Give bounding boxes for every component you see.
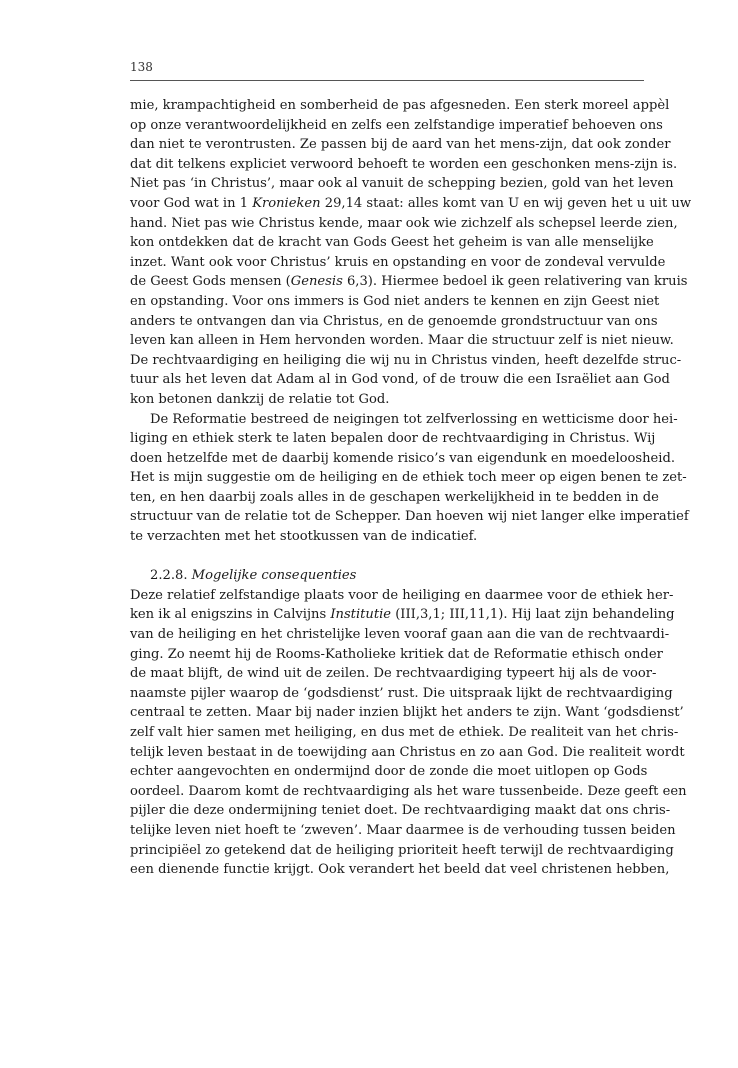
- section-gap: [130, 547, 644, 567]
- running-header: [130, 59, 644, 81]
- italic-citation: Institutie: [330, 607, 392, 623]
- text-line: De rechtvaardiging en heiliging die wij nu in Christus vinden, heeft dezelfde struc-: [130, 352, 682, 368]
- text-segment: (III,3,1; III,11,1). Hij laat zijn behandeling: [391, 607, 675, 623]
- text-segment: 29,14 staat: alles komt van U en wij geven het u uit uw: [320, 195, 692, 211]
- text-line: [130, 605, 675, 625]
- text-line: oordeel. Daarom komt de rechtvaardiging als het ware tussenbeide. Deze geeft een: [130, 783, 687, 799]
- text-line: dat dit telkens expliciet verwoord behoeft te worden een geschonken mens-zijn is.: [130, 156, 678, 172]
- text-line: kon betonen dankzij de relatie tot God.: [130, 391, 390, 407]
- text-line: naamste pijler waarop de ‘godsdienst’ rust. Die uitspraak lijkt de rechtvaardiging: [130, 685, 673, 701]
- text-line: te verzachten met het stootkussen van de indicatief.: [130, 529, 478, 545]
- text-line: van de heiliging en het christelijke leven vooraf gaan aan die van de rechtvaardi-: [130, 627, 670, 643]
- text-line: De Reformatie bestreed de neigingen tot zelfverlossing en wetticisme door hei-: [150, 411, 678, 427]
- text-line: op onze verantwoordelijkheid en zelfs een zelfstandige imperatief behoeven ons: [130, 117, 663, 133]
- text-line: centraal te zetten. Maar bij nader inzien blijkt het anders te zijn. Want ‘godsdienst’: [130, 705, 684, 721]
- italic-citation: Kronieken: [252, 195, 321, 211]
- text-segment: voor God wat in 1: [130, 195, 253, 211]
- page-number: 138: [130, 60, 153, 74]
- text-line: en opstanding. Voor ons immers is God niet anders te kennen en zijn Geest niet: [130, 293, 660, 309]
- text-line: telijk leven bestaat in de toewijding aan Christus en zo aan God. Die realiteit wordt: [130, 744, 685, 760]
- text-line: telijke leven niet hoeft te ‘zweven’. Maar daarmee is de verhouding tussen beiden: [130, 822, 676, 838]
- paragraph-3: [130, 586, 687, 880]
- text-line: Niet pas ‘in Christus’, maar ook al vanuit de schepping bezien, gold van het leven: [130, 176, 674, 192]
- text-line: Deze relatief zelfstandige plaats voor de heiliging en daarmee voor de ethiek her-: [130, 587, 674, 603]
- text-line: echter aangevochten en ondermijnd door de zonde die moet uitlopen op Gods: [130, 764, 648, 780]
- section-number: 2.2.8.: [150, 568, 188, 584]
- italic-citation: Genesis: [290, 274, 343, 290]
- text-line: inzet. Want ook voor Christus’ kruis en opstanding en voor de zondeval vervulde: [130, 254, 666, 270]
- text-line: zelf valt hier samen met heiliging, en dus met de ethiek. De realiteit van het chris-: [130, 725, 679, 740]
- text-line: liging en ethiek sterk te laten bepalen door de rechtvaardiging in Christus. Wij: [130, 431, 656, 447]
- text-line: ten, en hen daarbij zoals alles in de geschapen werkelijkheid in te bedden in de: [130, 489, 659, 505]
- text-line: leven kan alleen in Hem hervonden worden. Maar die structuur zelf is niet nieuw.: [130, 333, 674, 349]
- text-line: [130, 272, 688, 292]
- text-line: principiëel zo getekend dat de heiliging prioriteit heeft terwijl de rechtvaardiging: [130, 842, 674, 858]
- section-title: Mogelijke consequenties: [191, 568, 357, 584]
- text-line: dan niet te verontrusten. Ze passen bij de aard van het mens-zijn, dat ook zonder: [130, 137, 671, 153]
- paragraph-1: [130, 96, 692, 410]
- paragraph-2: [130, 410, 689, 547]
- text-line: structuur van de relatie tot de Schepper. Dan hoeven wij niet langer elke imperatief: [130, 509, 689, 525]
- text-line: pijler die deze ondermijning teniet doet. De rechtvaardiging maakt dat ons chris-: [130, 803, 671, 819]
- page-body: [130, 96, 692, 880]
- section-heading: [130, 566, 644, 586]
- text-line: de maat blijft, de wind uit de zeilen. De rechtvaardiging typeert hij als de voor-: [130, 666, 657, 682]
- text-line: mie, krampachtigheid en somberheid de pas afgesneden. Een sterk moreel appèl: [130, 98, 670, 113]
- text-line: [130, 194, 692, 214]
- text-line: doen hetzelfde met de daarbij komende risico’s van eigendunk en moedeloosheid.: [130, 450, 676, 466]
- text-segment: de Geest Gods mensen (: [130, 274, 291, 290]
- text-segment: 6,3). Hiermee bedoel ik geen relativering van kruis: [342, 274, 688, 290]
- text-line: tuur als het leven dat Adam al in God vond, of de trouw die een Israëliet aan God: [130, 372, 670, 388]
- text-line: een dienende functie krijgt. Ook verandert het beeld dat veel christenen hebben,: [130, 862, 670, 878]
- text-line: ging. Zo neemt hij de Rooms-Katholieke kritiek dat de Reformatie ethisch onder: [130, 646, 663, 662]
- text-line: anders te ontvangen dan via Christus, en de genoemde grondstructuur van ons: [130, 313, 658, 329]
- text-line: hand. Niet pas wie Christus kende, maar ook wie zichzelf als schepsel leerde zien,: [130, 215, 678, 231]
- text-line: kon ontdekken dat de kracht van Gods Geest het geheim is van alle menselijke: [130, 235, 654, 251]
- text-line: Het is mijn suggestie om de heiliging en de ethiek toch meer op eigen benen te zet-: [130, 470, 687, 486]
- text-segment: ken ik al enigszins in Calvijns: [130, 607, 331, 623]
